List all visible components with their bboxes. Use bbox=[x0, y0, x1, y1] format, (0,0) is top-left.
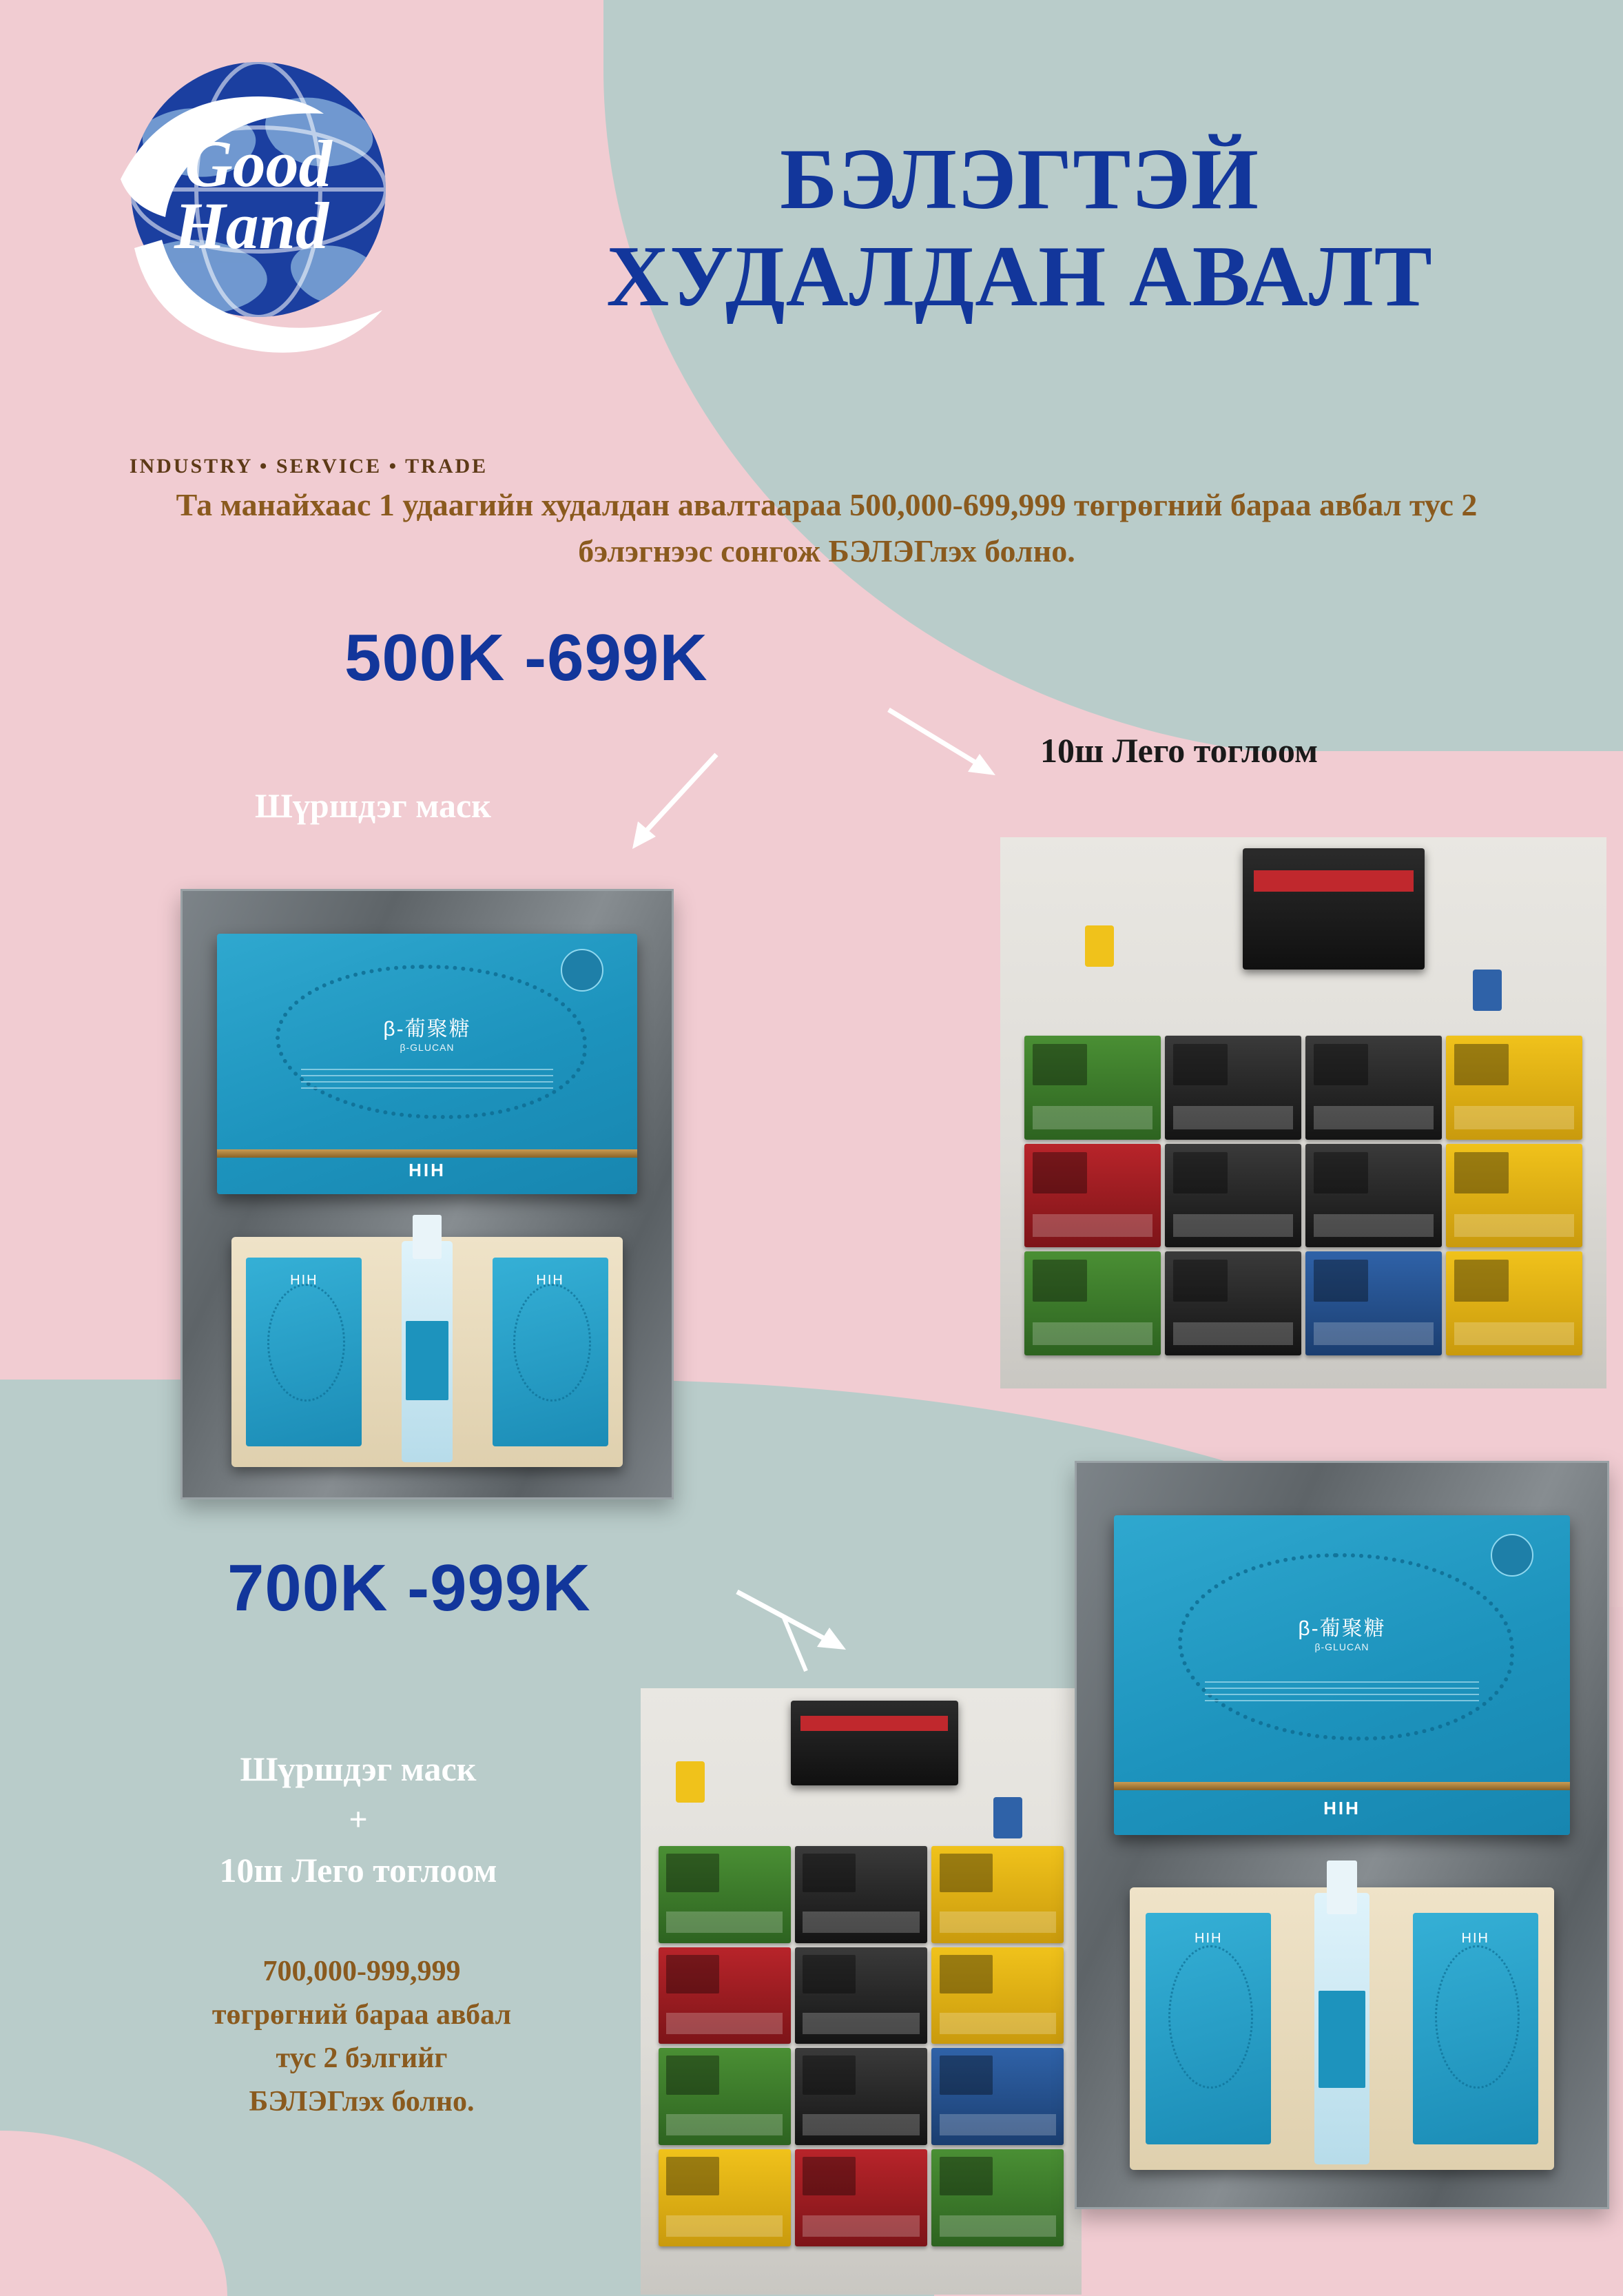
mask-box-text-lines bbox=[1205, 1681, 1478, 1705]
lego-box bbox=[931, 2149, 1064, 2246]
lego-box-title-band bbox=[1254, 870, 1414, 892]
mask-sachet-left bbox=[1146, 1913, 1271, 2145]
sachet-brand-left: HIH bbox=[290, 1272, 318, 1288]
lego-box bbox=[659, 1846, 791, 1943]
tier2-note-line-3: тус 2 бэлгийг bbox=[276, 2042, 448, 2074]
mask-sachet-left bbox=[246, 1258, 362, 1446]
lego-minifigure bbox=[676, 1761, 705, 1803]
lego-box bbox=[1305, 1251, 1442, 1355]
gift-label-mask-tier1: Шүршдэг маск bbox=[255, 786, 491, 825]
headline-line-1: БЭЛЭГТЭЙ bbox=[780, 132, 1259, 227]
product-photo-mask-tier1 bbox=[180, 889, 674, 1499]
lego-box bbox=[1024, 1036, 1161, 1140]
gift-label-lego-tier1: 10ш Лего тоглоом bbox=[1040, 731, 1319, 770]
lego-box bbox=[1305, 1144, 1442, 1248]
lego-box bbox=[931, 1947, 1064, 2044]
intro-paragraph: Та манайхаас 1 удаагийн худалдан авалтаараа 500,000-699,999 төгрөгний бараа авбал тус 2 бэлэгнээс сонгож БЭЛЭГлэх болно. bbox=[176, 487, 1478, 568]
lego-box bbox=[1024, 1251, 1161, 1355]
sachet-brand-left: HIH bbox=[1195, 1931, 1223, 1947]
mask-box-cn-title bbox=[217, 1012, 638, 1053]
lego-box bbox=[795, 1947, 927, 2044]
page-title bbox=[455, 131, 1584, 325]
mask-box-seal-icon bbox=[1491, 1534, 1533, 1577]
lego-box bbox=[1165, 1251, 1301, 1355]
product-photo-lego-tier1 bbox=[1000, 837, 1606, 1388]
lego-box bbox=[659, 1947, 791, 2044]
gift-label-lego-tier2: 10ш Лего тоглоом bbox=[219, 1851, 497, 1889]
lego-box bbox=[795, 2048, 927, 2145]
mask-spray-bottle bbox=[402, 1241, 453, 1462]
tier2-note-line-2: төгрөгний бараа авбал bbox=[211, 1999, 512, 2031]
lego-box bbox=[1024, 1144, 1161, 1248]
lego-box-stack bbox=[659, 1846, 1064, 2246]
lego-box bbox=[795, 1846, 927, 1943]
lego-box-title-band bbox=[800, 1716, 948, 1731]
spray-label bbox=[1319, 1991, 1365, 2089]
sachet-brand-right: HIH bbox=[536, 1272, 564, 1288]
good-hand-logo-icon bbox=[103, 41, 413, 386]
svg-text:Hand: Hand bbox=[174, 189, 329, 263]
mask-box-gold-stripe bbox=[217, 1149, 638, 1158]
arrow-to-gifts-tier2-icon bbox=[730, 1578, 882, 1695]
brand-tagline: INDUSTRY • SERVICE • TRADE bbox=[129, 455, 488, 478]
lego-box bbox=[1446, 1251, 1582, 1355]
spray-label bbox=[406, 1321, 448, 1401]
mask-box-cn-text: β-葡聚糖 bbox=[383, 1018, 471, 1041]
gift-label-combo-tier2 bbox=[138, 1743, 579, 1896]
sachet-brand-right: HIH bbox=[1461, 1931, 1489, 1947]
lego-box bbox=[1446, 1144, 1582, 1248]
mask-box-front bbox=[217, 934, 638, 1194]
lego-minifigure bbox=[993, 1797, 1022, 1838]
arrow-to-lego-icon bbox=[882, 703, 1020, 799]
product-photo-mask-tier2 bbox=[1075, 1461, 1609, 2209]
arrow-to-mask-icon bbox=[606, 744, 737, 861]
mask-box-cn-text: β-葡聚糖 bbox=[1298, 1617, 1386, 1640]
lego-box bbox=[1165, 1144, 1301, 1248]
lego-box bbox=[931, 1846, 1064, 1943]
lego-minifigure bbox=[1473, 970, 1502, 1011]
lego-box bbox=[931, 2048, 1064, 2145]
lego-display-box-top bbox=[1243, 848, 1425, 970]
spray-cap bbox=[413, 1215, 441, 1259]
mask-box-cn-title bbox=[1114, 1611, 1570, 1652]
lego-box bbox=[1165, 1036, 1301, 1140]
lego-box bbox=[795, 2149, 927, 2246]
tier2-note bbox=[131, 1950, 592, 2124]
svg-text:Good: Good bbox=[185, 127, 332, 201]
plus-sign: + bbox=[349, 1801, 368, 1838]
lego-box bbox=[659, 2048, 791, 2145]
mask-sachet-right bbox=[493, 1258, 608, 1446]
gift-label-mask-tier2: Шүршдэг маск bbox=[240, 1750, 477, 1788]
product-photo-lego-tier2 bbox=[641, 1688, 1082, 2295]
mask-inner-tray bbox=[1130, 1887, 1554, 2170]
mask-box-brand-text: HIH bbox=[409, 1160, 446, 1181]
price-range-700k-999k: 700K -999K bbox=[227, 1551, 591, 1625]
mask-box-front bbox=[1114, 1515, 1570, 1835]
tier2-note-line-4: БЭЛЭГлэх болно. bbox=[249, 2086, 475, 2118]
lego-box bbox=[1305, 1036, 1442, 1140]
lego-box-stack bbox=[1024, 1036, 1582, 1355]
mask-spray-bottle bbox=[1314, 1893, 1369, 2164]
mask-box-cn-subtitle: β-GLUCAN bbox=[400, 1042, 455, 1054]
mask-box-gold-stripe bbox=[1114, 1782, 1570, 1790]
spray-cap bbox=[1327, 1861, 1358, 1915]
mask-sachet-right bbox=[1413, 1913, 1538, 2145]
lego-display-box-top bbox=[791, 1701, 958, 1785]
lego-box bbox=[1446, 1036, 1582, 1140]
lego-box bbox=[659, 2149, 791, 2246]
brand-logo bbox=[83, 41, 488, 478]
mask-box-cn-subtitle: β-GLUCAN bbox=[1314, 1641, 1369, 1652]
tier2-note-line-1: 700,000-999,999 bbox=[262, 1956, 461, 1987]
mask-box-seal-icon bbox=[561, 949, 603, 992]
headline-line-2: ХУДАЛДАН АВАЛТ bbox=[606, 229, 1433, 325]
mask-box-brand-text: HIH bbox=[1323, 1797, 1361, 1818]
mask-inner-tray bbox=[231, 1237, 623, 1467]
price-range-500k-699k: 500K -699K bbox=[344, 621, 708, 695]
mask-box-text-lines bbox=[301, 1069, 553, 1092]
lego-minifigure bbox=[1085, 925, 1114, 967]
